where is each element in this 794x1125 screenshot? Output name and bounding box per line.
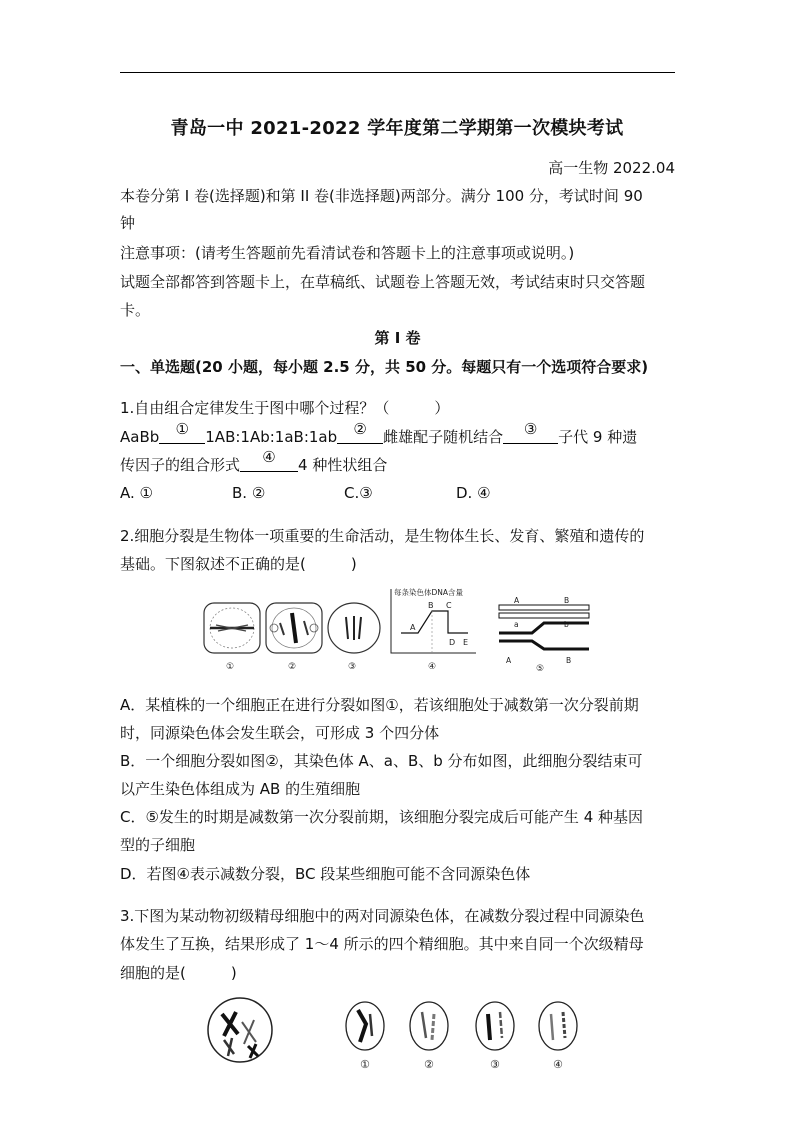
q2-option-b-line-2: 以产生染色体组成为 AB 的生殖细胞 bbox=[120, 780, 361, 798]
q2-label-1: ① bbox=[226, 662, 235, 672]
q3-stem-line-1: 3.下图为某动物初级精母细胞中的两对同源染色体，在减数分裂过程中同源染色 bbox=[120, 907, 645, 925]
q2-option-b-line-1[interactable]: B．一个细胞分裂如图②，其染色体 A、a、B、b 分布如图，此细胞分裂结束可 bbox=[120, 752, 643, 770]
q2-dna-graph bbox=[391, 587, 476, 653]
section-heading: 一、单选题(20 小题，每小题 2.5 分，共 50 分。每题只有一个选项符合要求) bbox=[120, 358, 649, 376]
q1-option-c[interactable]: C.③ bbox=[344, 484, 373, 502]
q2-chrom-letter-6: B bbox=[566, 656, 572, 665]
q2-option-c-line-1[interactable]: C．⑤发生的时期是减数第一次分裂前期，该细胞分裂完成后可能产生 4 种基因 bbox=[120, 808, 644, 826]
q3-label-2: ② bbox=[424, 1058, 434, 1071]
q2-stem-line-2: 基础。下图叙述不正确的是( ) bbox=[120, 555, 357, 573]
q2-chrom-letter-5: A bbox=[506, 656, 512, 665]
q1-option-d[interactable]: D. ④ bbox=[456, 484, 491, 502]
q3-label-1: ① bbox=[360, 1058, 370, 1071]
q1-gamete-ratio: 1AB:1Ab:1aB:1ab bbox=[205, 428, 338, 446]
q1-gap-4 bbox=[240, 448, 298, 472]
q1-random-fusion: 雌雄配子随机结合 bbox=[383, 428, 504, 446]
q3-primary-spermatocyte bbox=[208, 998, 272, 1062]
exam-subtitle: 高一生物 2022.04 bbox=[548, 159, 675, 177]
rule-line-2: 卡。 bbox=[120, 301, 151, 319]
q1-stem: 1.自由组合定律发生于图中哪个过程？（ ） bbox=[120, 399, 450, 417]
q1-option-a[interactable]: A. ① bbox=[120, 484, 153, 502]
q1-gap-2 bbox=[337, 420, 383, 444]
q2-cell-3 bbox=[328, 603, 380, 653]
q3-figure bbox=[200, 992, 600, 1076]
q3-stem-line-2: 体发生了互换，结果形成了 1～4 所示的四个精细胞。其中来自同一个次级精母 bbox=[120, 935, 644, 953]
q3-sperm-cell-2 bbox=[410, 1002, 448, 1050]
q2-label-2: ② bbox=[288, 662, 297, 672]
q1-process-line-1 bbox=[120, 420, 680, 449]
q1-process-line-2 bbox=[120, 448, 680, 477]
q2-chrom-letter-3: a bbox=[514, 620, 519, 629]
q2-label-4: ④ bbox=[428, 662, 437, 672]
notice-line: 注意事项：(请考生答题前先看清试卷和答题卡上的注意事项或说明。) bbox=[120, 244, 575, 262]
q2-graph-point-d: D bbox=[449, 638, 456, 647]
intro-line-2: 钟 bbox=[120, 214, 136, 232]
q3-stem-line-3: 细胞的是( ) bbox=[120, 964, 237, 982]
q2-figure bbox=[196, 583, 616, 673]
q2-option-a-line-1[interactable]: A．某植株的一个细胞正在进行分裂如图①，若该细胞处于减数第一次分裂前期 bbox=[120, 696, 639, 714]
q1-combination-text: 传因子的组合形式 bbox=[120, 456, 241, 474]
q3-sperm-cell-1 bbox=[346, 1002, 384, 1050]
exam-title: 青岛一中 2021-2022 学年度第二学期第一次模块考试 bbox=[170, 118, 624, 139]
volume-heading: 第 I 卷 bbox=[374, 329, 421, 347]
q2-label-3: ③ bbox=[348, 662, 357, 672]
q2-option-c-line-2: 型的子细胞 bbox=[120, 836, 196, 854]
q2-chrom-letter-4: b bbox=[564, 620, 569, 629]
q1-option-b[interactable]: B. ② bbox=[232, 484, 266, 502]
q2-graph-point-b: B bbox=[428, 601, 434, 610]
q2-option-d[interactable]: D．若图④表示减数分裂，BC 段某些细胞可能不含同源染色体 bbox=[120, 865, 531, 883]
top-rule bbox=[120, 72, 675, 73]
q2-option-a-line-2: 时，同源染色体会发生联会，可形成 3 个四分体 bbox=[120, 724, 440, 742]
q2-chrom-letter-1: A bbox=[514, 596, 520, 605]
q1-mark-2: ② bbox=[353, 420, 367, 438]
q3-label-3: ③ bbox=[490, 1058, 500, 1071]
q2-stem-line-1: 2.细胞分裂是生物体一项重要的生命活动，是生物体生长、发育、繁殖和遗传的 bbox=[120, 527, 645, 545]
q2-cell-2 bbox=[266, 603, 322, 653]
q3-sperm-cell-3 bbox=[476, 1002, 514, 1050]
q1-mark-4: ④ bbox=[262, 448, 276, 466]
q2-graph-point-a: A bbox=[410, 623, 416, 632]
intro-line-1: 本卷分第 I 卷(选择题)和第 II 卷(非选择题)两部分。满分 100 分，考试时间 90 bbox=[120, 187, 643, 205]
q2-cell-1 bbox=[204, 603, 260, 653]
q1-genotype: AaBb bbox=[120, 428, 160, 446]
q2-label-5: ⑤ bbox=[536, 664, 545, 673]
q1-gap-3 bbox=[503, 420, 558, 444]
q1-offspring-text: 子代 9 种遗 bbox=[558, 428, 638, 446]
q1-gap-1 bbox=[159, 420, 205, 444]
q3-sperm-cell-4 bbox=[539, 1002, 577, 1050]
q2-graph-title: 每条染色体DNA含量 bbox=[394, 588, 464, 597]
q1-mark-1: ① bbox=[175, 420, 189, 438]
q3-label-4: ④ bbox=[553, 1058, 563, 1071]
rule-line-1: 试题全部都答到答题卡上，在草稿纸、试题卷上答题无效，考试结束时只交答题 bbox=[120, 273, 646, 291]
q2-chrom-letter-2: B bbox=[564, 596, 570, 605]
q1-mark-3: ③ bbox=[523, 420, 538, 438]
q2-crossover-diagram bbox=[499, 596, 589, 665]
q2-graph-point-c: C bbox=[446, 601, 452, 610]
q2-graph-point-e: E bbox=[463, 638, 469, 647]
q1-phenotype-text: 4 种性状组合 bbox=[298, 456, 388, 474]
